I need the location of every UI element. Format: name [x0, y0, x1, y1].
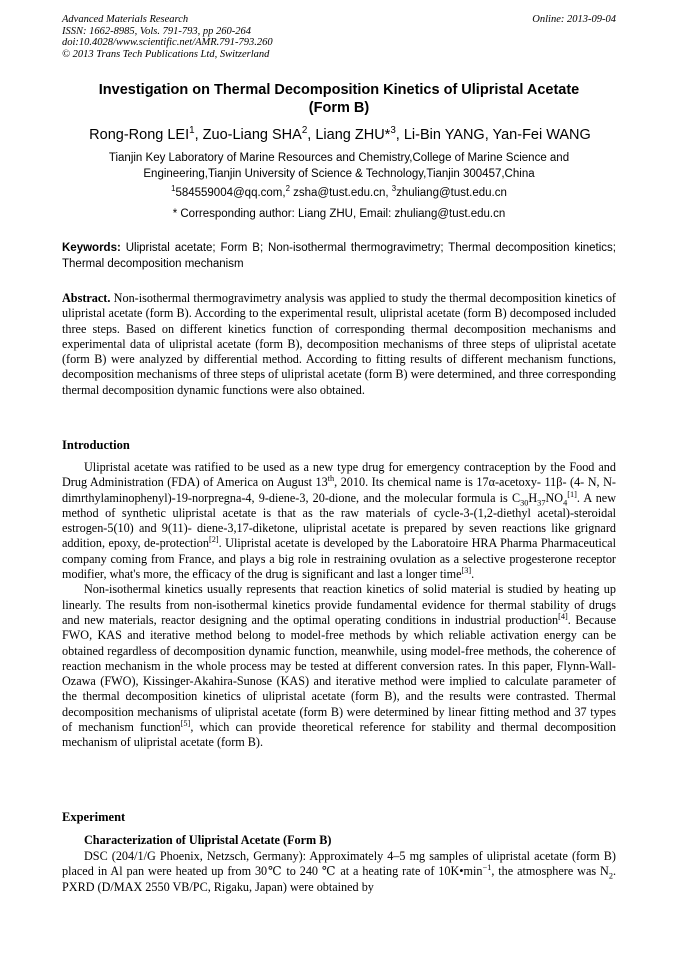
- title-line-2: (Form B): [308, 100, 370, 116]
- abstract-text: Non-isothermal thermogravimetry analysis was applied to study the thermal decomposition kinetics of ulipristal acetate (form B). According to the experimental result, ulipristal acetate (form B) decomposed included three steps. Based on different kinetics function of corresponding thermal decomposition mechanisms and experimental data of ulipristal acetate (form B), decomposition mechanisms of three steps of ulipristal acetate (form B) were analyzed by differential method. According to fitting results of different mechanism functions, decomposition mechanisms of three steps of ulipristal acetate (form B) were determined, and three corresponding thermal decomposition dynamic functions were also obtained.: [62, 291, 617, 397]
- corresponding-author: * Corresponding author: Liang ZHU, Email: zhuliang@tust.edu.cn: [172, 208, 506, 220]
- author-name: Liang ZHU*: [315, 127, 391, 143]
- issn-line: ISSN: 1662-8985, Vols. 791-793, pp 260-264: [62, 25, 251, 37]
- author-name: Yan-Fei WANG: [492, 127, 591, 143]
- abstract: [62, 291, 616, 398]
- text-run: , which can provide theoretical reference for stability and thermal decomposition mechanism of ulipristal acetate (form B).: [62, 720, 616, 750]
- formula-subscript: 30: [520, 498, 529, 508]
- author-separator: ,: [194, 127, 203, 143]
- email-mark: 2: [285, 184, 290, 194]
- text-run: , 2010. Its chemical name is 17α-acetoxy- 11β- (4- N, N- dimrthylaminophenyl)-19-norpregna-4, 9-diene-3, 20-dione, and the molecular formula is C: [62, 475, 616, 505]
- formula-element: NO: [545, 490, 564, 505]
- author-separator: ,: [395, 127, 404, 143]
- author-separator: ,: [307, 127, 316, 143]
- unit-exponent: −1: [482, 863, 492, 873]
- online-date: Online: 2013-09-04: [532, 14, 616, 25]
- author-list: [40, 126, 640, 144]
- experiment-body: [62, 849, 616, 895]
- email-mark: 1: [171, 184, 176, 194]
- text-run: Ulipristal acetate was ratified to be used as a new type drug for emergency contraception by the Food and Drug Administration (FDA) of America on August 13: [62, 460, 616, 490]
- keywords-label: Keywords:: [62, 242, 121, 254]
- journal-name: Advanced Materials Research: [62, 14, 189, 25]
- formula-subscript: 37: [537, 498, 546, 508]
- citation-ref[interactable]: [5]: [180, 718, 191, 728]
- experiment-paragraph-1: [62, 849, 616, 895]
- citation-ref[interactable]: [2]: [208, 535, 219, 545]
- copyright-line: © 2013 Trans Tech Publications Ltd, Switzerland: [62, 48, 270, 60]
- doi-line: doi:10.4028/www.scientific.net/AMR.791-793.260: [62, 37, 273, 48]
- author-name: Rong-Rong LEI: [89, 127, 190, 143]
- introduction-body: [62, 460, 616, 751]
- text-run: .: [471, 567, 475, 582]
- title-line-1: Investigation on Thermal Decomposition Kinetics of Ulipristal Acetate: [98, 82, 580, 98]
- paper-title: [62, 81, 616, 117]
- ordinal-suffix: th: [327, 474, 335, 484]
- affiliation-line-1: Tianjin Key Laboratory of Marine Resources and Chemistry,College of Marine Science and: [108, 152, 570, 164]
- citation-ref[interactable]: [4]: [558, 611, 568, 621]
- text-run: DSC (204/1/G Phoenix, Netzsch, Germany): Approximately 4–5 mg samples of ulipristal acetate (form B) placed in Al pan were heated up from 30℃ to 240 ℃ at a heating rate of 10K•min: [62, 849, 616, 879]
- formula-element: H: [528, 490, 538, 505]
- text-run: . A new method of synthetic ulipristal acetate is that as the raw materials of cycle-3-(1,2-diethyl acetal)-steroidal estrogen-5(10) and 9(11)- diene-3,17-diketone, ulipristal acetate is prepared by seven reactions like grignard addition, epoxy, de-protection: [62, 490, 616, 551]
- abstract-label: Abstract.: [62, 291, 111, 305]
- text-run: . PXRD (D/MAX 2550 VB/PC, Rigaku, Japan) were obtained by: [62, 864, 616, 894]
- journal-header: [62, 14, 616, 60]
- formula-subscript: 2: [608, 871, 613, 881]
- subsection-heading-characterization: Characterization of Ulipristal Acetate (Form B): [84, 833, 332, 847]
- molecular-formula: [520, 490, 568, 508]
- keywords-text: Ulipristal acetate; Form B; Non-isothermal thermogravimetry; Thermal decomposition kinetics; Thermal decomposition mechanism: [62, 242, 616, 270]
- keywords: [62, 241, 616, 272]
- text-run: . Ulipristal acetate is developed by the Laboratoire HRA Pharma Pharmaceutical company coming from France, and plays a big role in restraining ovulation as a selective progesterone receptor modifier, what's more, the efficacy of the drug is significant and last a longer time: [62, 536, 616, 582]
- affiliation-line-2: Engineering,Tianjin University of Science & Technology,Tianjin 300457,China: [143, 168, 535, 180]
- formula-subscript: 4: [563, 498, 568, 508]
- affiliation: [62, 150, 616, 182]
- text-run: Non-isothermal kinetics usually represents that reaction kinetics of solid material is studied by heating up linearly. The results from non-isothermal kinetics provide fundamental evidence for thermal stability of drugs and new materials, reactor designing and the optimal operating conditions in industrial production: [62, 582, 616, 627]
- text-run: , the atmosphere was N: [491, 864, 609, 879]
- author-name: Zuo-Liang SHA: [202, 127, 302, 143]
- author-separator: ,: [484, 127, 493, 143]
- text-run: . Because FWO, KAS and iterative method belong to model-free methods by which reliable activation energy can be obtained regardless of decomposition dynamic function, meanwhile, using model-free methods, the coherence of reaction mechanism in the whole process may be tested at different conversion rates. In this paper, Flynn-Wall-Ozawa (FWO), Kissinger-Akahira-Sunose (KAS) and iterative method were implied to calculate parameter of the thermal decomposition kinetics of ulipristal acetate (form B), and the results were contrasted. Thermal decomposition mechanisms of ulipristal acetate (form B) were determined by linear fitting method and 37 types of mechanism function: [62, 612, 616, 735]
- author-affil-mark: 2: [301, 125, 308, 137]
- citation-ref[interactable]: [1]: [567, 489, 577, 499]
- author-affil-mark: 1: [189, 125, 195, 137]
- email-link[interactable]: 584559004@qq.com,: [175, 187, 286, 199]
- citation-ref[interactable]: [3]: [461, 566, 472, 576]
- section-heading-introduction: Introduction: [62, 438, 130, 452]
- author-name: Li-Bin YANG: [403, 127, 485, 143]
- author-emails: [62, 185, 616, 201]
- author-affil-mark: 3: [390, 125, 396, 137]
- email-link[interactable]: zsha@tust.edu.cn,: [289, 187, 392, 199]
- intro-paragraph-1: [62, 460, 616, 582]
- email-mark: 3: [391, 184, 397, 194]
- section-heading-experiment: Experiment: [62, 810, 126, 824]
- intro-paragraph-2: [62, 582, 616, 750]
- email-link[interactable]: zhuliang@tust.edu.cn: [396, 187, 507, 199]
